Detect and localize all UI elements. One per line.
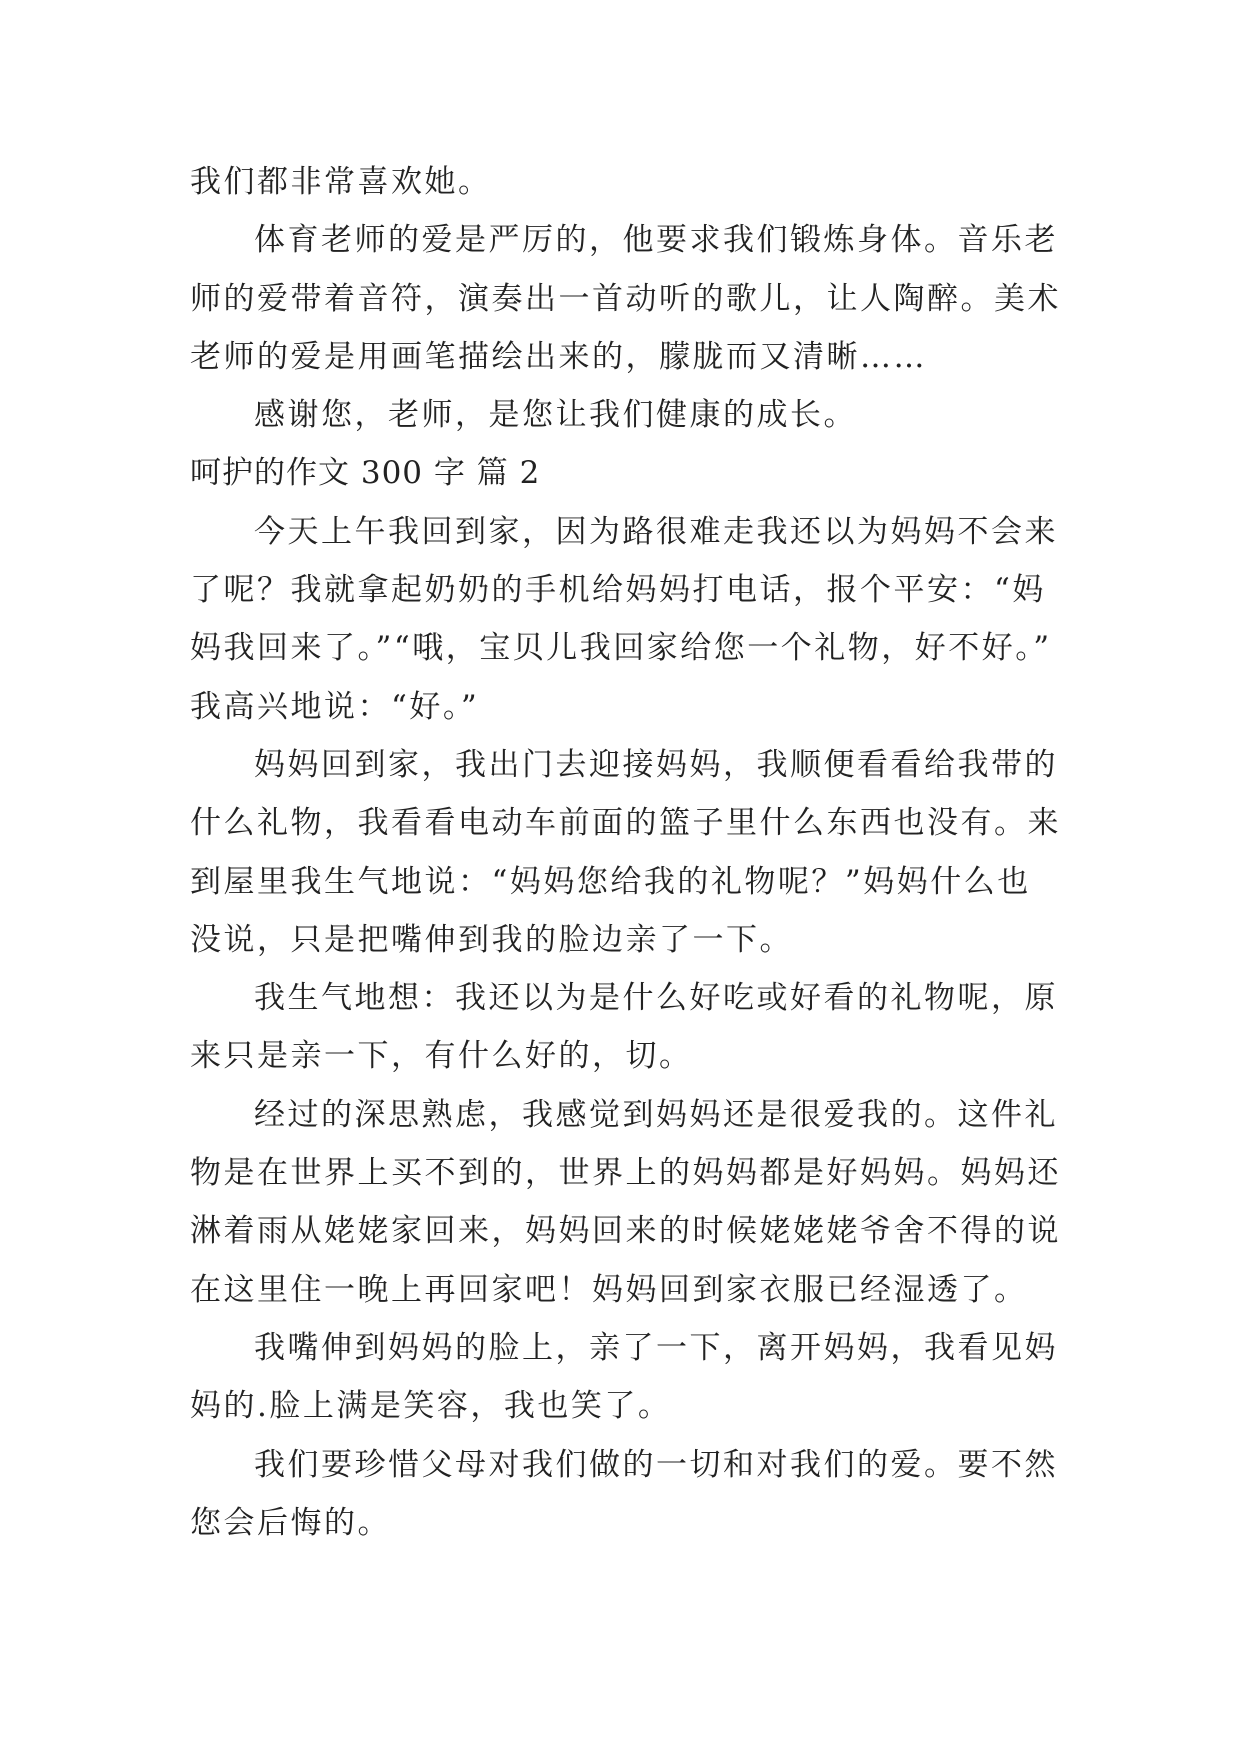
paragraph-start-line: 体育老师的爱是严厉的，他要求我们锻炼身体。音乐老 <box>254 222 1058 259</box>
text-line: 妈的.脸上满是笑容，我也笑了。 <box>190 1388 672 1425</box>
paragraph-start-line: 我嘴伸到妈妈的脸上，亲了一下，离开妈妈，我看见妈 <box>254 1329 1058 1366</box>
section-heading: 呵护的作文 300 字 篇 2 <box>190 455 541 492</box>
text-line: 来只是亲一下，有什么好的，切。 <box>190 1038 693 1075</box>
paragraph-start-line: 我生气地想：我还以为是什么好吃或好看的礼物呢，原 <box>254 980 1058 1017</box>
text-line: 我高兴地说：“好。” <box>190 688 480 725</box>
document-page <box>190 153 1061 1552</box>
text-line: 师的爱带着音符，演奏出一首动听的歌儿，让人陶醉。美术 <box>190 280 1061 317</box>
text-line: 什么礼物，我看看电动车前面的篮子里什么东西也没有。来 <box>190 805 1061 842</box>
text-line: 没说，只是把嘴伸到我的脸边亲了一下。 <box>190 921 793 958</box>
paragraph-start-line: 妈妈回到家，我出门去迎接妈妈，我顺便看看给我带的 <box>254 746 1058 783</box>
paragraph-start-line: 经过的深思熟虑，我感觉到妈妈还是很爱我的。这件礼 <box>254 1096 1058 1133</box>
text-line: 物是在世界上买不到的，世界上的妈妈都是好妈妈。妈妈还 <box>190 1155 1061 1192</box>
text-line: 淋着雨从姥姥家回来，妈妈回来的时候姥姥姥爷舍不得的说 <box>190 1213 1061 1250</box>
paragraph-start-line: 感谢您，老师，是您让我们健康的成长。 <box>254 397 857 434</box>
text-line: 老师的爱是用画笔描绘出来的，朦胧而又清晰…… <box>190 338 927 375</box>
text-line: 我们都非常喜欢她。 <box>190 164 492 200</box>
text-line: 妈我回来了。”“哦，宝贝儿我回家给您一个礼物，好不好。” <box>190 630 1052 667</box>
text-line: 了呢？我就拿起奶奶的手机给妈妈打电话，报个平安：“妈 <box>190 572 1046 609</box>
text-line: 在这里住一晚上再回家吧！妈妈回到家衣服已经湿透了。 <box>190 1271 1028 1308</box>
text-line: 到屋里我生气地说：“妈妈您给我的礼物呢？”妈妈什么也 <box>190 863 1031 900</box>
paragraph-start-line: 我们要珍惜父母对我们做的一切和对我们的爱。要不然 <box>254 1446 1058 1483</box>
text-line: 您会后悔的。 <box>190 1504 391 1541</box>
paragraph-start-line: 今天上午我回到家，因为路很难走我还以为妈妈不会来 <box>254 513 1058 550</box>
